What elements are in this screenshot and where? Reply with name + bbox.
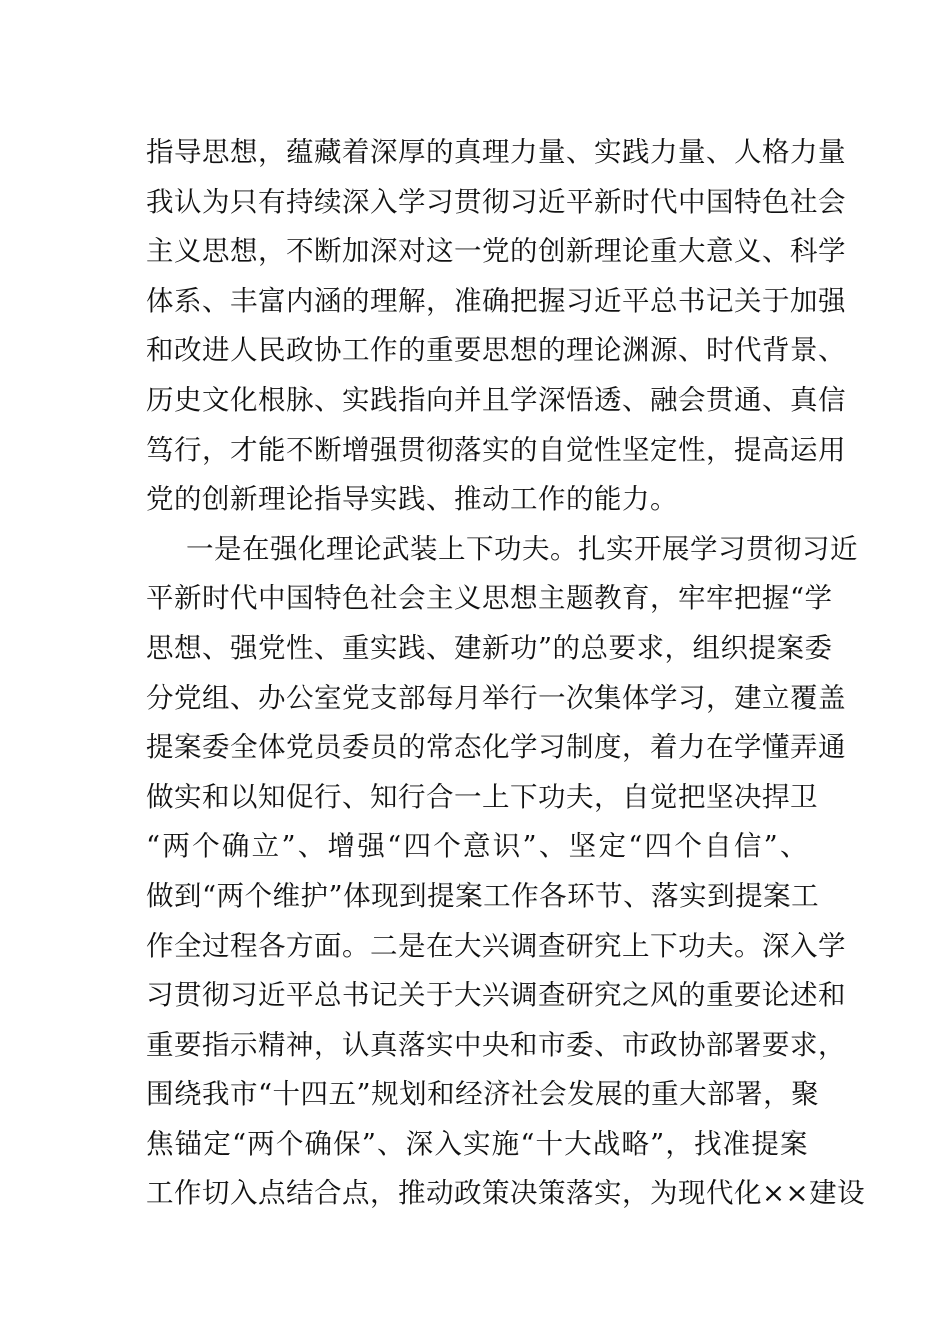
text-line: 和改进人民政协工作的重要思想的理论渊源、时代背景、: [146, 334, 846, 367]
text-line: 重要指示精神，认真落实中央和市委、市政协部署要求，: [146, 1028, 846, 1061]
text-line: 平新时代中国特色社会主义思想主题教育，牢牢把握“学: [146, 582, 833, 615]
text-line: 习贯彻习近平总书记关于大兴调查研究之风的重要论述和: [146, 979, 846, 1012]
text-line: “两个确立”、增强“四个意识”、坚定“四个自信”、: [146, 830, 808, 863]
text-line: 主义思想，不断加深对这一党的创新理论重大意义、科学: [146, 235, 846, 268]
text-line: 工作切入点结合点，推动政策决策落实，为现代化××建设: [146, 1177, 866, 1210]
text-line: 做到“两个维护”体现到提案工作各环节、落实到提案工: [146, 879, 820, 912]
text-line: 笃行，才能不断增强贯彻落实的自觉性坚定性，提高运用: [146, 433, 846, 466]
text-line: 分党组、办公室党支部每月举行一次集体学习，建立覆盖: [146, 681, 846, 714]
text-line: 思想、强党性、重实践、建新功”的总要求，组织提案委: [146, 631, 833, 664]
text-line: 我认为只有持续深入学习贯彻习近平新时代中国特色社会: [146, 185, 846, 218]
text-line: 体系、丰富内涵的理解，准确把握习近平总书记关于加强: [146, 284, 846, 317]
text-line: 焦锚定“两个确保”、深入实施“十大战略”，找准提案: [146, 1127, 808, 1160]
text-line: 历史文化根脉、实践指向并且学深悟透、融会贯通、真信: [146, 383, 846, 416]
body-text: [146, 128, 866, 1219]
paragraph-start-line: 一是在强化理论武装上下功夫。扎实开展学习贯彻习近: [186, 532, 858, 565]
text-line: 提案委全体党员委员的常态化学习制度，着力在学懂弄通: [146, 731, 846, 764]
text-line: 指导思想，蕴藏着深厚的真理力量、实践力量、人格力量: [146, 136, 846, 168]
text-line: 做实和以知促行、知行合一上下功夫，自觉把坚决捍卫: [146, 780, 818, 813]
text-line: 围绕我市“十四五”规划和经济社会发展的重大部署，聚: [146, 1078, 820, 1111]
text-line: 作全过程各方面。二是在大兴调查研究上下功夫。深入学: [146, 929, 846, 962]
paragraph-end-line: 党的创新理论指导实践、推动工作的能力。: [146, 483, 678, 516]
